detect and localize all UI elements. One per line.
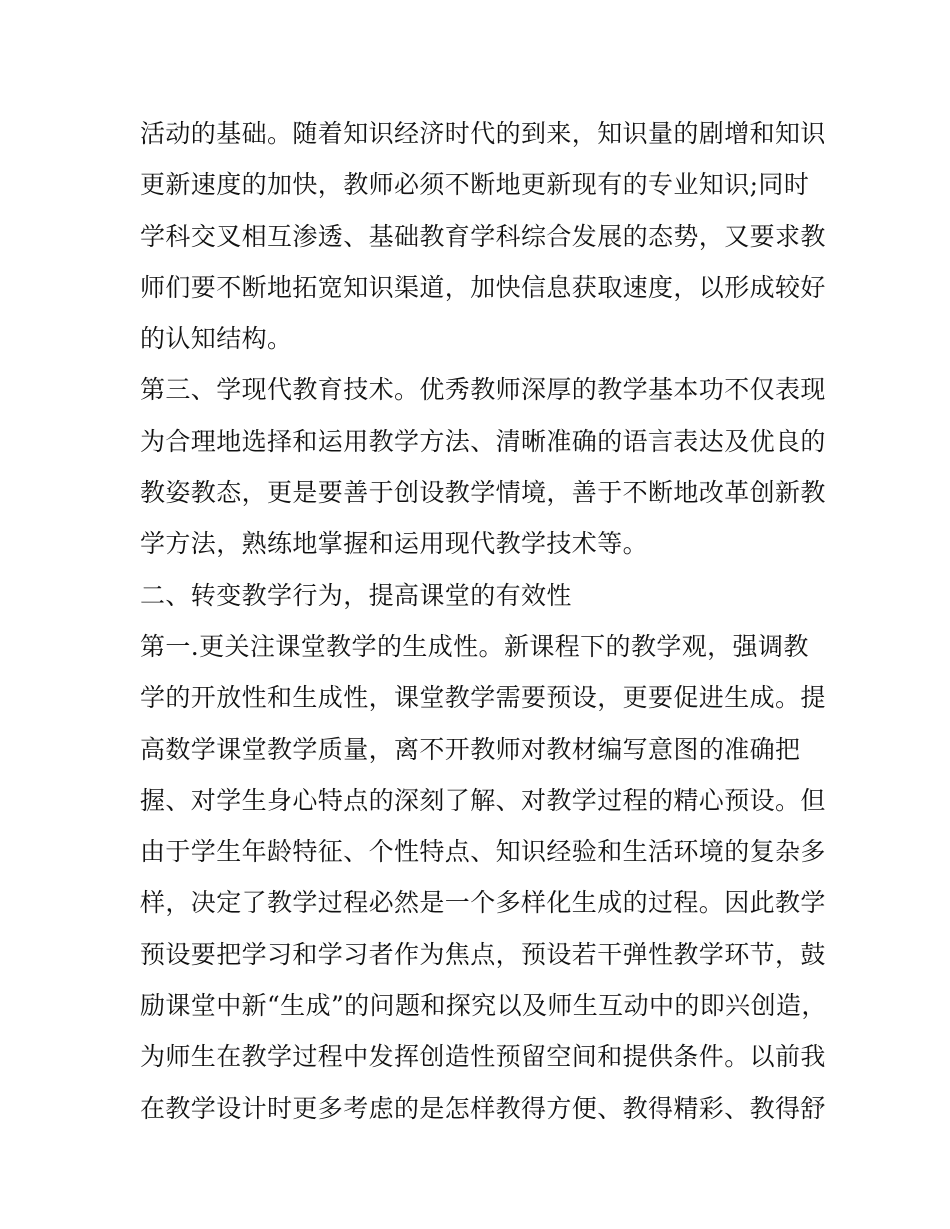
text-line: 师们要不断地拓宽知识渠道，加快信息获取速度，以形成较好 bbox=[140, 272, 826, 302]
text-line: 高数学课堂教学质量，离不开教师对教材编写意图的准确把 bbox=[140, 734, 801, 764]
text-line: 为合理地选择和运用教学方法、清晰准确的语言表达及优良的 bbox=[140, 426, 826, 456]
text-line: 活动的基础。随着知识经济时代的到来，知识量的剧增和知识 bbox=[140, 119, 826, 148]
text-line: 在教学设计时更多考虑的是怎样教得方便、教得精彩、教得舒 bbox=[140, 1093, 826, 1123]
text-line: 第一.更关注课堂教学的生成性。新课程下的教学观，强调教 bbox=[140, 631, 809, 661]
text-line: 的认知结构。 bbox=[140, 324, 293, 354]
text-line: 为师生在教学过程中发挥创造性预留空间和提供条件。以前我 bbox=[140, 1042, 826, 1072]
text-line: 更新速度的加快，教师必须不断地更新现有的专业知识;同时 bbox=[140, 170, 810, 200]
text-line: 励课堂中新“生成”的问题和探究以及师生互动中的即兴创造， bbox=[140, 991, 827, 1021]
text-line: 预设要把学习和学习者作为焦点，预设若干弹性教学环节，鼓 bbox=[140, 939, 826, 969]
text-line: 学方法，熟练地掌握和运用现代教学技术等。 bbox=[140, 529, 649, 559]
text-line: 握、对学生身心特点的深刻了解、对教学过程的精心预设。但 bbox=[140, 785, 826, 815]
text-line: 学科交叉相互渗透、基础教育学科综合发展的态势，又要求教 bbox=[140, 221, 826, 251]
text-line: 样，决定了教学过程必然是一个多样化生成的过程。因此教学 bbox=[140, 888, 826, 918]
text-line: 学的开放性和生成性，课堂教学需要预设，更要促进生成。提 bbox=[140, 683, 826, 713]
text-line: 教姿教态，更是要善于创设教学情境，善于不断地改革创新教 bbox=[140, 478, 826, 508]
section-heading: 二、转变教学行为，提高课堂的有效性 bbox=[140, 580, 572, 610]
body-text bbox=[140, 108, 827, 1134]
text-line: 第三、学现代教育技术。优秀教师深厚的教学基本功不仅表现 bbox=[140, 375, 826, 405]
text-line: 由于学生年龄特征、个性特点、知识经验和生活环境的复杂多 bbox=[140, 837, 826, 867]
